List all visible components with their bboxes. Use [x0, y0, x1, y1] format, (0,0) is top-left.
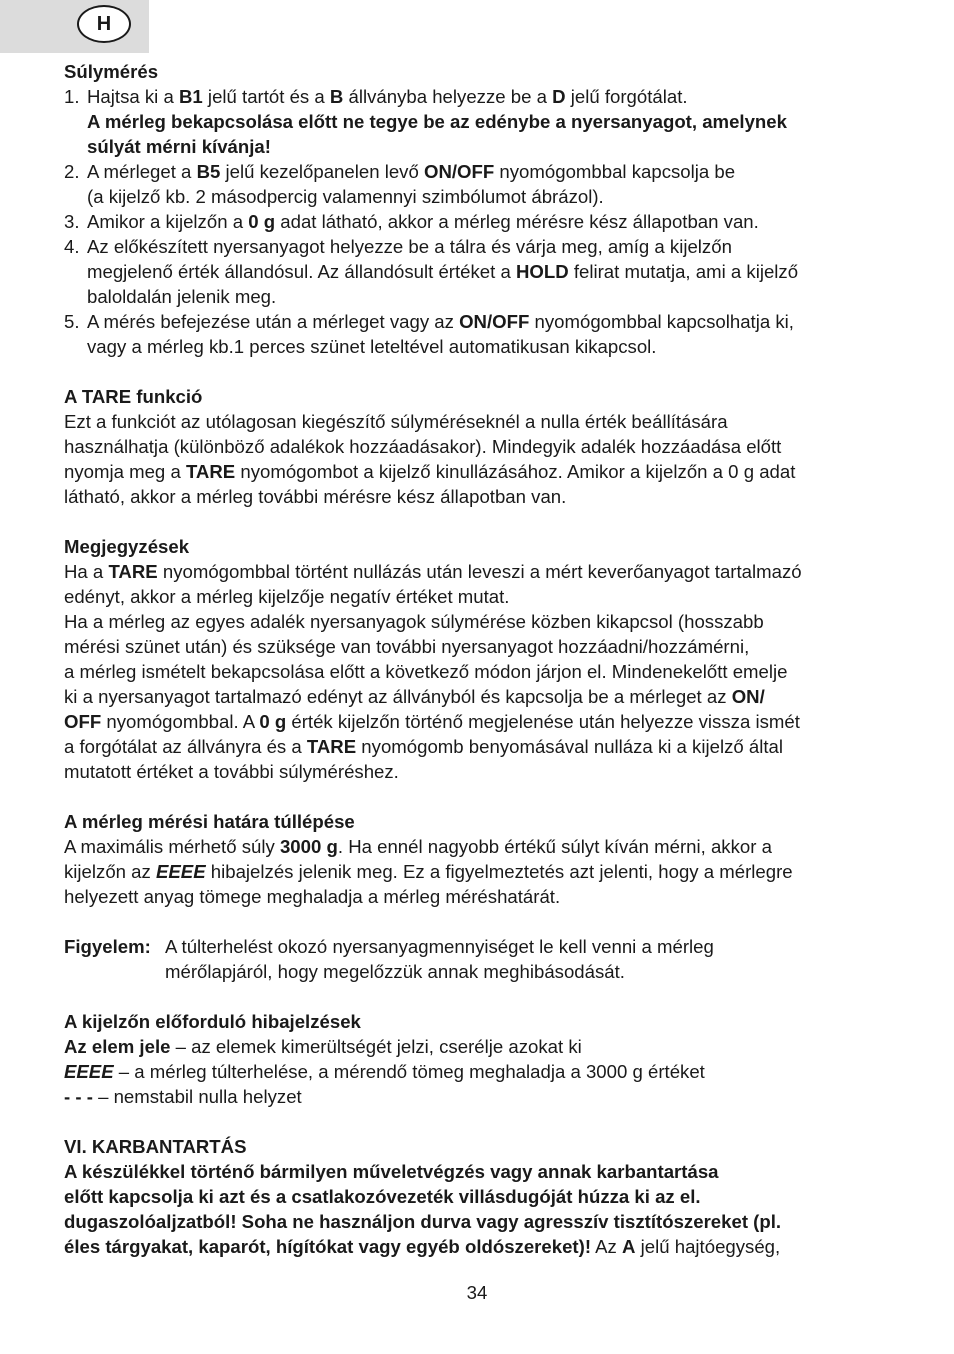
paragraph-line: helyezett anyag tömege meghaladja a mérleg méréshatárát. [64, 886, 561, 907]
section-title-maintenance: VI. KARBANTARTÁS [64, 1136, 247, 1157]
paragraph-line: használhatja (különböző adalékok hozzáadásakor). Mindegyik adalék hozzáadása előtt [64, 436, 782, 457]
section-title-errors: A kijelzőn előforduló hibajelzések [64, 1011, 361, 1032]
paragraph-line: A maximális mérhető súly 3000 g. Ha ennél nagyobb értékű súlyt kíván mérni, akkor a [64, 836, 772, 857]
list-item: 5. A mérés befejezése után a mérleget vagy az ON/OFF nyomógombbal kapcsolhatja ki, [64, 311, 794, 332]
warning-text: A mérleg bekapcsolása előtt ne tegye be az edénybe a nyersanyagot, amelynek [87, 111, 787, 132]
list-item-continuation: baloldalán jelenik meg. [87, 286, 277, 307]
paragraph-line: Ha a TARE nyomógombbal történt nullázás után leveszi a mért keverőanyagot tartalmazó [64, 561, 802, 582]
manual-page [64, 59, 894, 1259]
list-item-continuation: vagy a mérleg kb.1 perces szünet leteltével automatikusan kikapcsol. [87, 336, 657, 357]
paragraph-line: mutatott értéket a további súlyméréshez. [64, 761, 399, 782]
paragraph-line: Ha a mérleg az egyes adalék nyersanyagok súlymérése közben kikapcsol (hosszabb [64, 611, 764, 632]
paragraph-line: a mérleg ismételt bekapcsolása előtt a következő módon járjon el. Mindenekelőtt emelje [64, 661, 788, 682]
paragraph-line: éles tárgyakat, kaparót, hígítókat vagy egyéb oldószereket)! Az A jelű hajtóegység, [64, 1236, 781, 1257]
paragraph-line: edényt, akkor a mérleg kijelzője negatív értéket mutat. [64, 586, 510, 607]
list-item: 1. Hajtsa ki a B1 jelű tartót és a B állványba helyezze be a D jelű forgótálat. [64, 86, 688, 107]
warning-label: Figyelem: [64, 936, 151, 957]
page-number: 34 [466, 1282, 488, 1303]
paragraph-line: előtt kapcsolja ki azt és a csatlakozóvezeték villásdugóját húzza ki az el. [64, 1186, 701, 1207]
warning-note: Figyelem: A túlterhelést okozó nyersanyagmennyiséget le kell venni a mérleg mérőlapjáról, hogy megelőzzük annak meghibásodását. [64, 936, 714, 982]
section-title-weighing: Súlymérés [64, 61, 159, 82]
list-item-continuation: (a kijelző kb. 2 másodpercig valamennyi szimbólumot ábrázol). [87, 186, 604, 207]
section-title-tare: A TARE funkció [64, 386, 203, 407]
paragraph-line: dugaszolóaljzatból! Soha ne használjon durva vagy agresszív tisztítószereket (pl. [64, 1211, 782, 1232]
list-item-continuation: megjelenő érték állandósul. Az állandósult értéket a HOLD felirat mutatja, ami a kijelző [87, 261, 799, 282]
paragraph-line: OFF nyomógombbal. A 0 g érték kijelzőn történő megjelenése után helyezze vissza ismét [64, 711, 800, 732]
paragraph-line: a forgótálat az állványra és a TARE nyomógomb benyomásával nulláza ki a kijelző által [64, 736, 783, 757]
paragraph-line: mérési szünet után) és szüksége van további nyersanyagot hozzáadni/hozzámérni, [64, 636, 750, 657]
error-code-row: - - - – nemstabil nulla helyzet [64, 1086, 302, 1107]
language-tab [0, 0, 149, 53]
paragraph-line: Ezt a funkciót az utólagosan kiegészítő súlyméréseknél a nulla érték beállítására [64, 411, 728, 432]
paragraph-line: A készülékkel történő bármilyen műveletvégzés vagy annak karbantartása [64, 1161, 719, 1182]
paragraph-line: látható, akkor a mérleg további mérésre kész állapotban van. [64, 486, 567, 507]
paragraph-line: ki a nyersanyagot tartalmazó edényt az állványból és kapcsolja be a mérleget az ON/ [64, 686, 765, 707]
list-item: 4. Az előkészített nyersanyagot helyezze be a tálra és várja meg, amíg a kijelzőn [64, 236, 732, 257]
language-badge: H [77, 5, 131, 43]
warning-text: súlyát mérni kívánja! [87, 136, 271, 157]
error-code-row: Az elem jele – az elemek kimerültségét jelzi, cserélje azokat ki [64, 1036, 582, 1057]
error-code-row: EEEE – a mérleg túlterhelése, a mérendő tömeg meghaladja a 3000 g értéket [64, 1061, 705, 1082]
paragraph-line: kijelzőn az EEEE hibajelzés jelenik meg. Ez a figyelmeztetés azt jelenti, hogy a mérlegre [64, 861, 793, 882]
list-item: 3. Amikor a kijelzőn a 0 g adat látható, akkor a mérleg mérésre kész állapotban van. [64, 211, 759, 232]
section-title-limit: A mérleg mérési határa túllépése [64, 811, 355, 832]
list-item: 2. A mérleget a B5 jelű kezelőpanelen levő ON/OFF nyomógombbal kapcsolja be [64, 161, 736, 182]
section-title-notes: Megjegyzések [64, 536, 190, 557]
paragraph-line: nyomja meg a TARE nyomógombot a kijelző kinullázásához. Amikor a kijelzőn a 0 g adat [64, 461, 796, 482]
